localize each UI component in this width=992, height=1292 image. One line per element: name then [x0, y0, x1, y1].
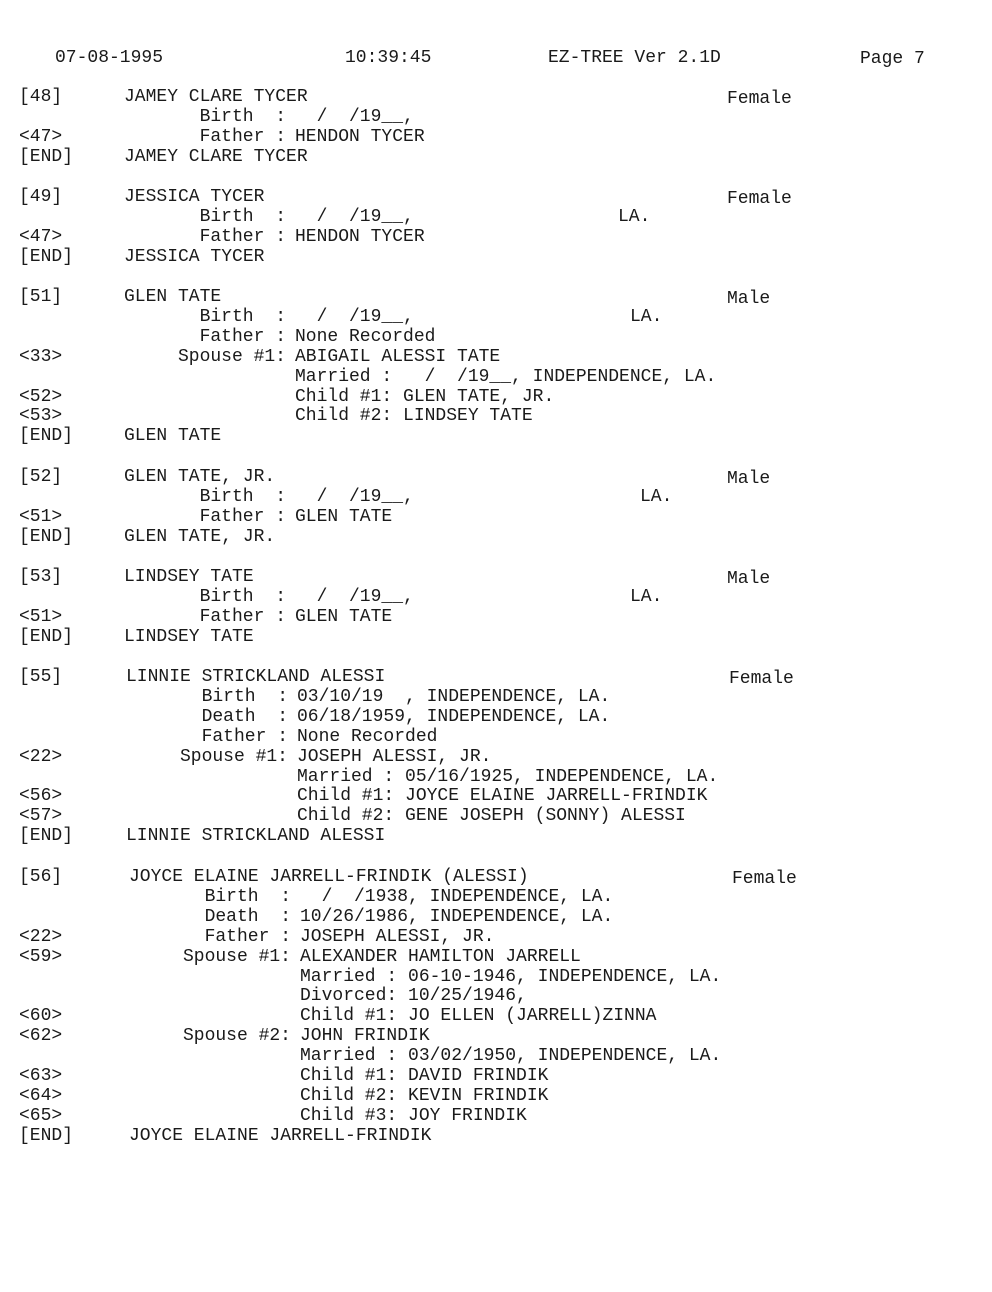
field-value: Married : 03/02/1950, INDEPENDENCE, LA.	[300, 1046, 722, 1067]
field-value: 03/10/19 , INDEPENDENCE, LA.	[297, 686, 611, 707]
record-ref: <56>	[19, 786, 63, 807]
record-ref: <22>	[19, 746, 63, 767]
field-label: Birth :	[199, 206, 286, 227]
field-value: Married : / /19__, INDEPENDENCE, LA.	[295, 366, 717, 387]
record-id: [51]	[19, 287, 63, 307]
field-place: LA.	[640, 486, 673, 507]
field-label: Father :	[199, 126, 286, 147]
field-label: Father :	[201, 726, 288, 747]
record-end-name: GLEN TATE	[124, 426, 222, 447]
field-value: / /19__,	[295, 586, 414, 607]
record-end-marker: [END]	[19, 826, 74, 847]
record-end-name: JOYCE ELAINE JARRELL-FRINDIK	[129, 1125, 432, 1146]
record-sex: Male	[727, 468, 771, 489]
field-place: LA.	[630, 586, 663, 607]
record-ref: <47>	[19, 226, 63, 247]
record-name: JOYCE ELAINE JARRELL-FRINDIK (ALESSI)	[129, 867, 529, 887]
record-end-marker: [END]	[19, 246, 74, 267]
record-ref: <22>	[19, 926, 63, 947]
field-value: None Recorded	[295, 326, 436, 347]
record-end-name: LINNIE STRICKLAND ALESSI	[126, 826, 386, 847]
field-label: Death :	[204, 906, 291, 927]
field-value: ALEXANDER HAMILTON JARRELL	[300, 946, 581, 967]
record-ref: <62>	[19, 1026, 63, 1047]
field-value: / /1938, INDEPENDENCE, LA.	[300, 886, 614, 907]
field-value: Married : 05/16/1925, INDEPENDENCE, LA.	[297, 766, 719, 787]
record-ref: <59>	[19, 946, 63, 967]
record-sex: Male	[727, 288, 771, 309]
record-id: [55]	[19, 667, 63, 687]
field-label: Father :	[199, 226, 286, 247]
record-ref: <60>	[19, 1006, 63, 1027]
field-value: Child #1: JO ELLEN (JARRELL)ZINNA	[300, 1006, 657, 1027]
record-sex: Female	[729, 668, 794, 689]
record-sex: Female	[732, 868, 797, 889]
record-end-marker: [END]	[19, 626, 74, 647]
field-label: Father :	[199, 326, 286, 347]
record-ref: <51>	[19, 506, 63, 527]
field-label: Birth :	[199, 106, 286, 127]
field-value: None Recorded	[297, 726, 438, 747]
record-end-marker: [END]	[19, 526, 74, 547]
field-value: Child #2: KEVIN FRINDIK	[300, 1085, 549, 1106]
field-place: LA.	[618, 206, 651, 227]
record-end-name: JAMEY CLARE TYCER	[124, 146, 308, 167]
report-time: 10:39:45	[345, 48, 432, 68]
record-ref: <64>	[19, 1085, 63, 1106]
record-ref: <63>	[19, 1066, 63, 1086]
record-name: LINDSEY TATE	[124, 567, 254, 587]
page-number: Page 7	[860, 49, 925, 69]
record-ref: <51>	[19, 606, 63, 627]
record-ref: <53>	[19, 406, 63, 427]
record-id: [56]	[19, 867, 63, 887]
record-name: LINNIE STRICKLAND ALESSI	[126, 667, 386, 687]
record-name: GLEN TATE	[124, 287, 222, 307]
record-sex: Female	[727, 88, 792, 109]
field-value: Child #2: LINDSEY TATE	[295, 406, 533, 427]
field-value: / /19__,	[295, 106, 414, 127]
field-value: HENDON TYCER	[295, 226, 425, 247]
record-ref: <57>	[19, 806, 63, 827]
field-value: / /19__,	[295, 206, 414, 227]
field-value: / /19__,	[295, 486, 414, 507]
field-label: Birth :	[201, 686, 288, 707]
field-value: GLEN TATE	[295, 506, 393, 527]
field-label: Death :	[201, 706, 288, 727]
record-end-marker: [END]	[19, 146, 74, 167]
field-label: Birth :	[199, 306, 286, 327]
record-id: [48]	[19, 87, 63, 107]
field-value: Child #1: JOYCE ELAINE JARRELL-FRINDIK	[297, 786, 708, 807]
field-label: Spouse #1:	[179, 746, 288, 767]
field-value: JOSEPH ALESSI, JR.	[300, 926, 495, 947]
field-value: HENDON TYCER	[295, 126, 425, 147]
record-id: [53]	[19, 567, 63, 587]
field-value: 06/18/1959, INDEPENDENCE, LA.	[297, 706, 611, 727]
field-value: GLEN TATE	[295, 606, 393, 627]
field-value: 10/26/1986, INDEPENDENCE, LA.	[300, 906, 614, 927]
record-end-marker: [END]	[19, 426, 74, 447]
field-value: Child #2: GENE JOSEPH (SONNY) ALESSI	[297, 806, 686, 827]
record-end-name: LINDSEY TATE	[124, 626, 254, 647]
record-name: GLEN TATE, JR.	[124, 467, 276, 487]
record-ref: <65>	[19, 1105, 63, 1126]
record-name: JESSICA TYCER	[124, 187, 265, 207]
record-id: [49]	[19, 187, 63, 207]
field-value: Child #1: DAVID FRINDIK	[300, 1066, 549, 1086]
field-value: Divorced: 10/25/1946,	[300, 986, 527, 1007]
field-value: / /19__,	[295, 306, 414, 327]
field-label: Spouse #2:	[182, 1026, 291, 1047]
record-sex: Female	[727, 188, 792, 209]
field-value: Child #3: JOY FRINDIK	[300, 1105, 527, 1126]
field-value: Married : 06-10-1946, INDEPENDENCE, LA.	[300, 966, 722, 987]
field-value: ABIGAIL ALESSI TATE	[295, 346, 501, 367]
field-value: Child #1: GLEN TATE, JR.	[295, 386, 555, 407]
field-label: Spouse #1:	[177, 346, 286, 367]
field-label: Birth :	[199, 586, 286, 607]
field-value: JOHN FRINDIK	[300, 1026, 430, 1047]
record-sex: Male	[727, 568, 771, 589]
field-label: Spouse #1:	[182, 946, 291, 967]
record-end-name: GLEN TATE, JR.	[124, 526, 276, 547]
program-version: EZ-TREE Ver 2.1D	[548, 48, 721, 68]
field-label: Birth :	[204, 886, 291, 907]
record-ref: <47>	[19, 126, 63, 147]
record-end-marker: [END]	[19, 1125, 74, 1146]
record-id: [52]	[19, 467, 63, 487]
field-label: Father :	[199, 506, 286, 527]
field-label: Birth :	[199, 486, 286, 507]
record-name: JAMEY CLARE TYCER	[124, 87, 308, 107]
field-value: JOSEPH ALESSI, JR.	[297, 746, 492, 767]
field-label: Father :	[204, 926, 291, 947]
record-ref: <33>	[19, 346, 63, 367]
record-end-name: JESSICA TYCER	[124, 246, 265, 267]
report-date: 07-08-1995	[55, 48, 164, 68]
record-ref: <52>	[19, 386, 63, 407]
field-label: Father :	[199, 606, 286, 627]
field-place: LA.	[630, 306, 663, 327]
